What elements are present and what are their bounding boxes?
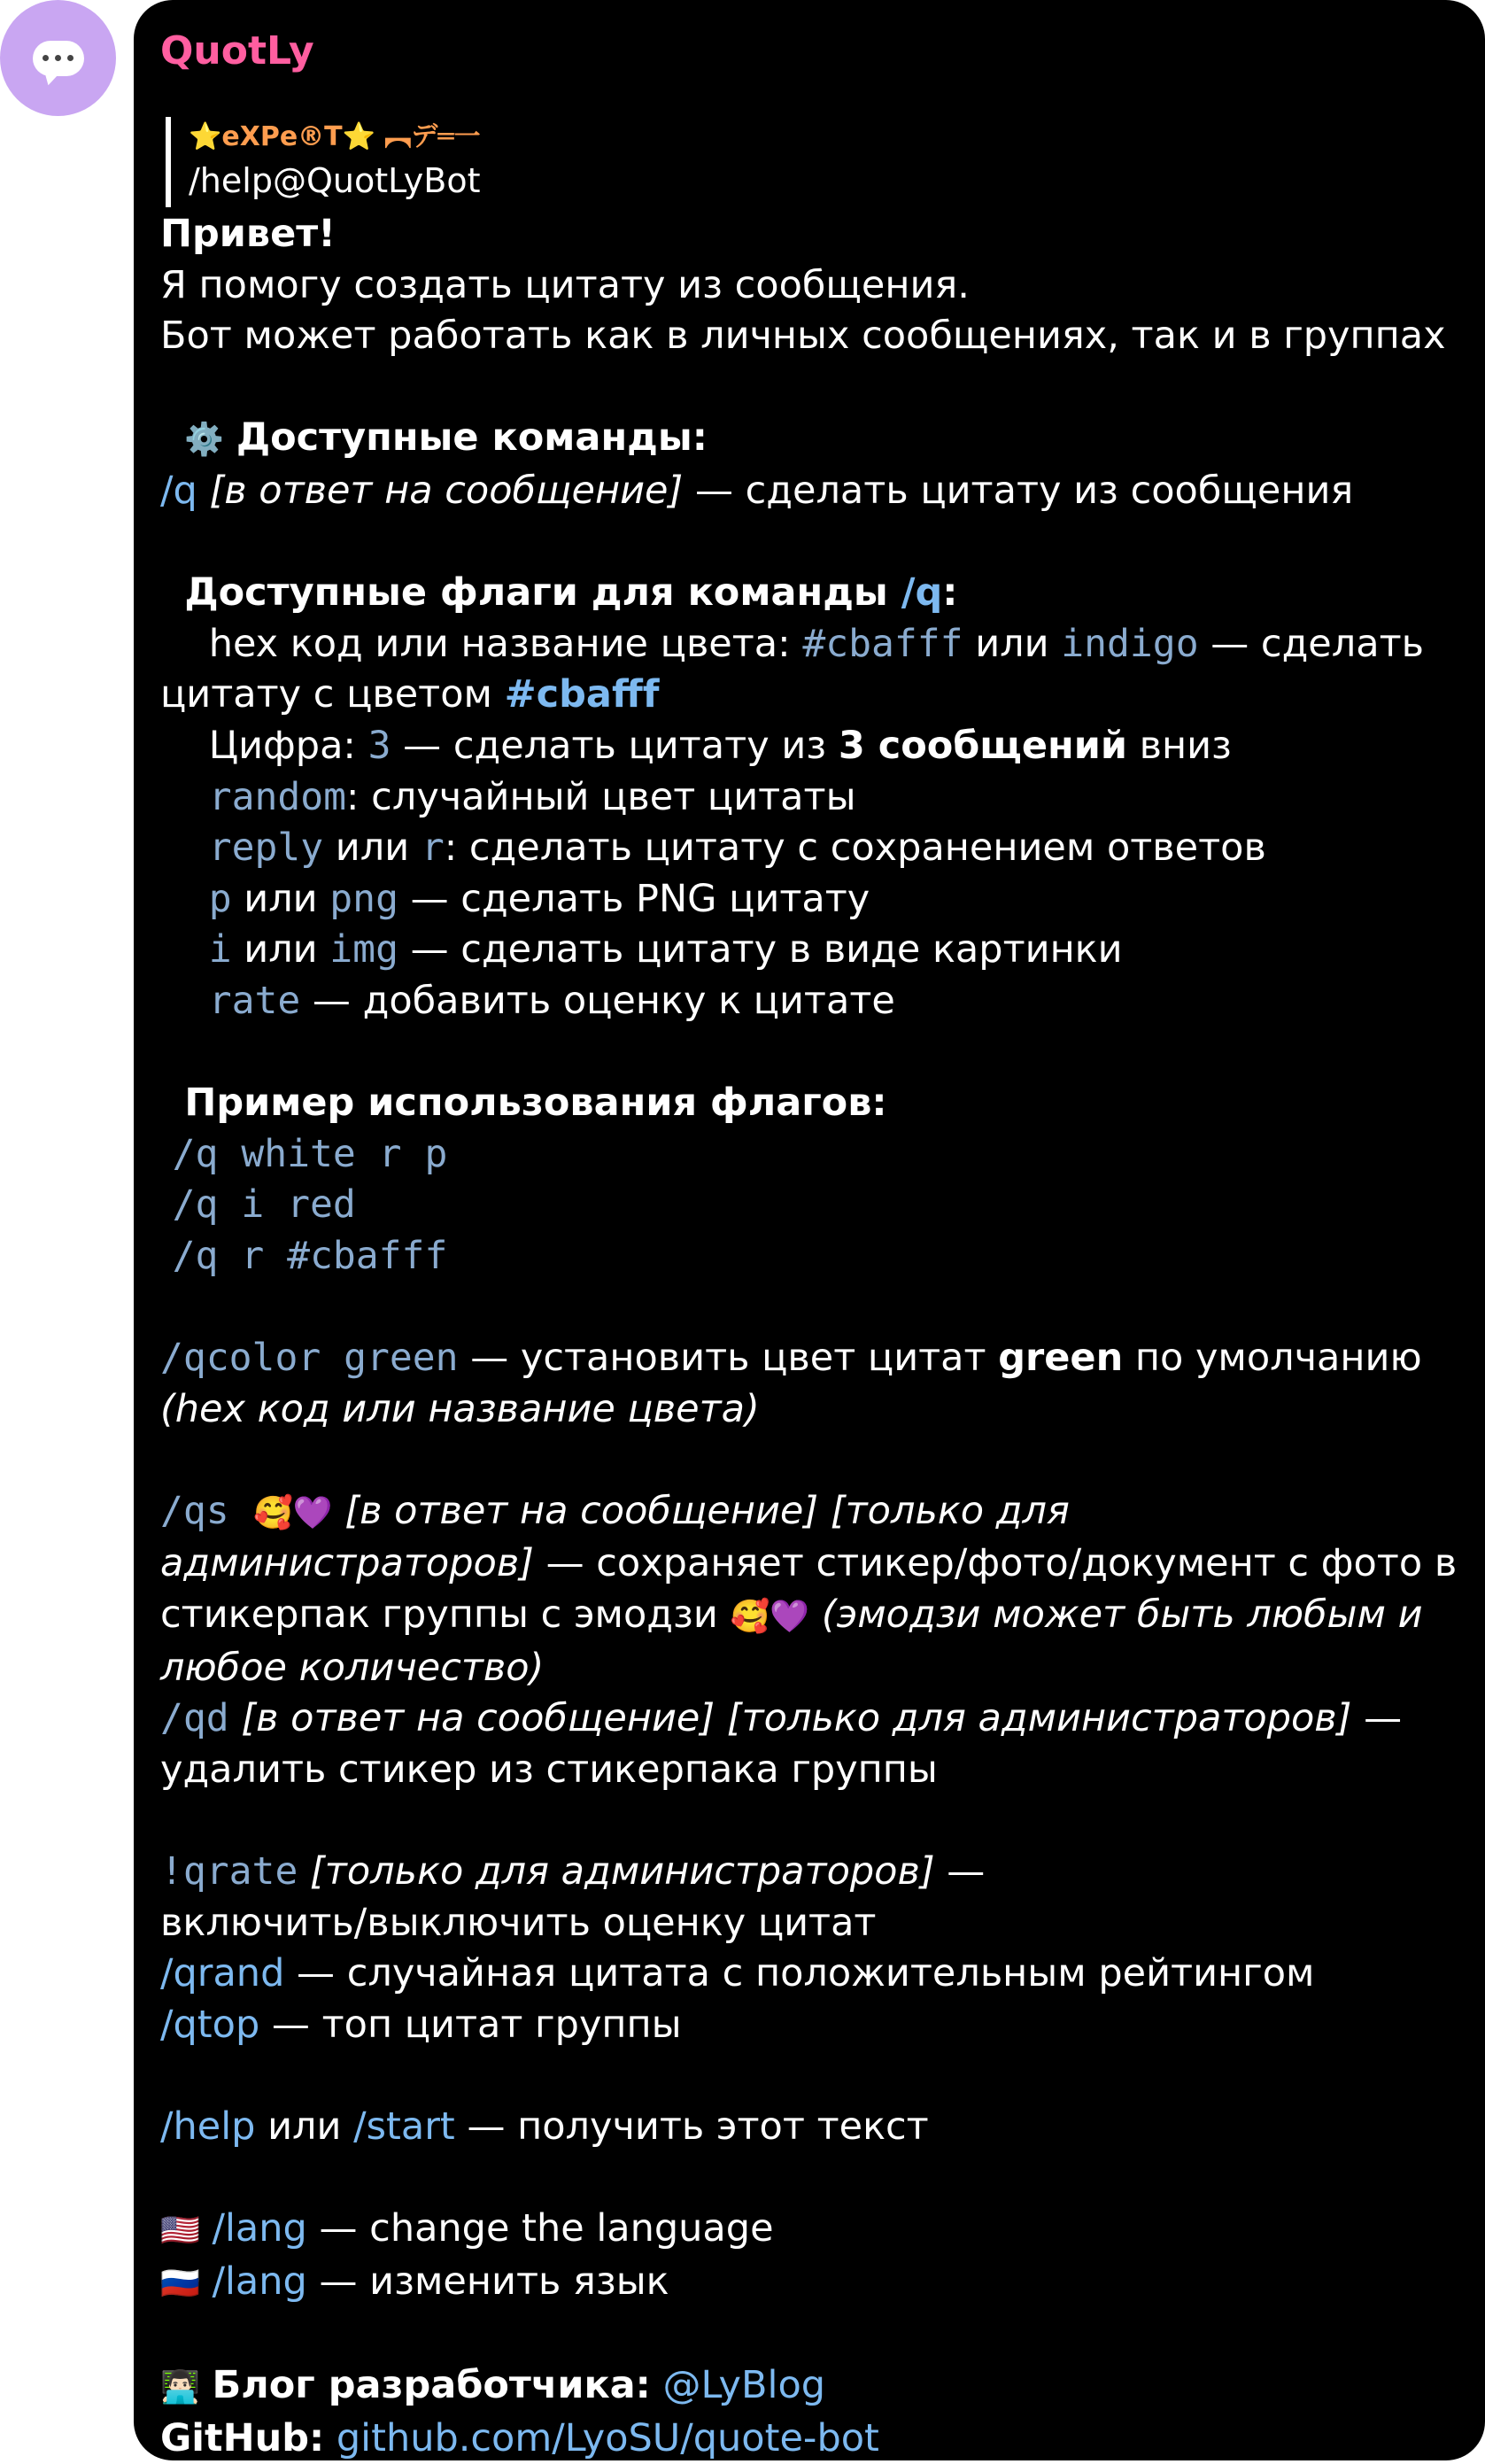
random-code[interactable]: random [208, 774, 347, 819]
heart-face-icon-2: 🥰💜 [730, 1599, 810, 1636]
qcolor-desc: — установить цвет цитат [458, 1336, 999, 1381]
example-2[interactable]: /q i red [172, 1182, 356, 1228]
hex-text: hex код или название цвета: [208, 621, 803, 666]
qcolor-bold: green [998, 1336, 1124, 1381]
qcolor-end: по умолчанию [1123, 1336, 1422, 1381]
random-desc: : случайный цвет цитаты [346, 774, 856, 819]
intro-line-2: Бот может работать как в личных сообщениях, так и в группах [160, 314, 1446, 359]
p-code[interactable]: p [208, 876, 232, 921]
qs-note-2: любое количество) [160, 1645, 545, 1690]
qrate-dash: — [934, 1849, 986, 1894]
reply-author: ⭐eXPe®T⭐ ︻デ═一 [189, 121, 481, 152]
us-flag-icon: 🇺🇸 [160, 2212, 200, 2250]
qd-code[interactable]: /qd [160, 1696, 229, 1741]
gear-icon: ⚙️ [184, 422, 225, 459]
github-link[interactable]: github.com/LyoSU/quote-bot [336, 2415, 879, 2460]
help-command-link[interactable]: /help [160, 2104, 256, 2149]
i-or: или [231, 927, 330, 972]
message-bubble [134, 0, 1485, 2460]
qcolor-code[interactable]: /qcolor green [160, 1336, 459, 1381]
help-or: или [255, 2104, 354, 2149]
message-author[interactable]: QuotLy [160, 28, 314, 74]
flags-q-link[interactable]: /q [901, 570, 943, 616]
hex-code-2[interactable]: indigo [1061, 621, 1199, 666]
developer-icon: 👨🏻‍💻 [160, 2368, 200, 2406]
help-desc: — получить этот текст [454, 2104, 929, 2149]
hex-desc-2: цитату с цветом [160, 672, 505, 717]
reply-or: или [323, 825, 422, 871]
message-text [160, 209, 1458, 2464]
hex-code-1[interactable]: #cbafff [802, 621, 963, 666]
example-1[interactable]: /q white r p [172, 1131, 448, 1176]
qs-desc-2: стикерпак группы с эмодзи [160, 1592, 731, 1638]
reply-quote[interactable] [166, 117, 1458, 207]
lang-ru-desc: — изменить язык [306, 2259, 669, 2304]
example-title: Пример использования флагов: [184, 1081, 887, 1126]
hex-bold-link[interactable]: #cbafff [504, 672, 660, 717]
qtop-command-link[interactable]: /qtop [160, 2002, 260, 2047]
commands-title: Доступные команды: [236, 415, 708, 461]
lang-command-link-ru[interactable]: /lang [212, 2259, 307, 2304]
rate-code[interactable]: rate [208, 978, 301, 1023]
heart-face-icon: 🥰💜 [253, 1494, 333, 1531]
qcolor-note: (hex код или название цвета) [160, 1386, 760, 1431]
qrand-command-link[interactable]: /qrand [160, 1951, 285, 1996]
png-desc: — сделать PNG цитату [398, 876, 870, 921]
qrand-desc: — случайная цитата с положительным рейтингом [284, 1951, 1315, 1996]
q-command-link[interactable]: /q [160, 468, 197, 513]
qs-desc-1: — сохраняет стикер/фото/документ с фото в [533, 1541, 1458, 1586]
hex-desc: — сделать [1198, 621, 1424, 666]
r-code[interactable]: r [421, 825, 445, 871]
lang-command-link-en[interactable]: /lang [212, 2206, 307, 2251]
github-title: GitHub: [160, 2415, 325, 2460]
greeting: Привет! [160, 212, 336, 256]
qs-arg-1: [в ответ на сообщение] [только для [344, 1488, 1070, 1533]
blog-title: Блог разработчика: [212, 2362, 651, 2407]
qrate-arg: [только для администраторов] [310, 1849, 935, 1894]
flags-title: Доступные флаги для команды /q: [184, 570, 958, 616]
reply-desc: : сделать цитату с сохранением ответов [444, 825, 1266, 871]
digit-desc: — сделать цитату из [391, 723, 839, 768]
digit-bold: 3 сообщений [838, 723, 1127, 768]
digit-text: Цифра: [208, 723, 368, 768]
reply-text: /help@QuotLyBot [189, 161, 481, 200]
rate-desc: — добавить оценку к цитате [300, 978, 895, 1023]
qd-arg: [в ответ на сообщение] [только для администраторов] [241, 1696, 1352, 1741]
q-arg: [в ответ на сообщение] [209, 468, 684, 513]
digit-end: вниз [1126, 723, 1232, 768]
qs-code[interactable]: /qs [160, 1488, 229, 1533]
png-code[interactable]: png [329, 876, 398, 921]
example-3[interactable]: /q r #cbafff [172, 1233, 448, 1278]
start-command-link[interactable]: /start [353, 2104, 455, 2149]
img-desc: — сделать цитату в виде картинки [398, 927, 1123, 972]
reply-code[interactable]: reply [208, 825, 324, 871]
qtop-desc: — топ цитат группы [259, 2002, 682, 2047]
i-code[interactable]: i [208, 927, 232, 972]
qd-dash: — [1351, 1696, 1403, 1741]
qs-arg-2: администраторов] [160, 1541, 534, 1586]
or-text: или [963, 621, 1062, 666]
p-or: или [231, 876, 330, 921]
chat-bubble-icon [33, 41, 84, 76]
qrate-code[interactable]: !qrate [160, 1849, 298, 1894]
qs-note-1: (эмодзи может быть любым и [809, 1592, 1423, 1638]
intro-line-1: Я помогу создать цитату из сообщения. [160, 262, 970, 307]
lang-en-desc: — change the language [306, 2206, 774, 2251]
img-code[interactable]: img [329, 927, 398, 972]
ru-flag-icon: 🇷🇺 [160, 2265, 200, 2302]
qrate-desc: включить/выключить оценку цитат [160, 1900, 877, 1945]
blog-link[interactable]: @LyBlog [662, 2362, 826, 2407]
q-desc: — сделать цитату из сообщения [683, 468, 1354, 513]
qd-desc: удалить стикер из стикерпака группы [160, 1747, 938, 1792]
digit-code[interactable]: 3 [367, 723, 391, 768]
avatar[interactable] [0, 0, 116, 116]
